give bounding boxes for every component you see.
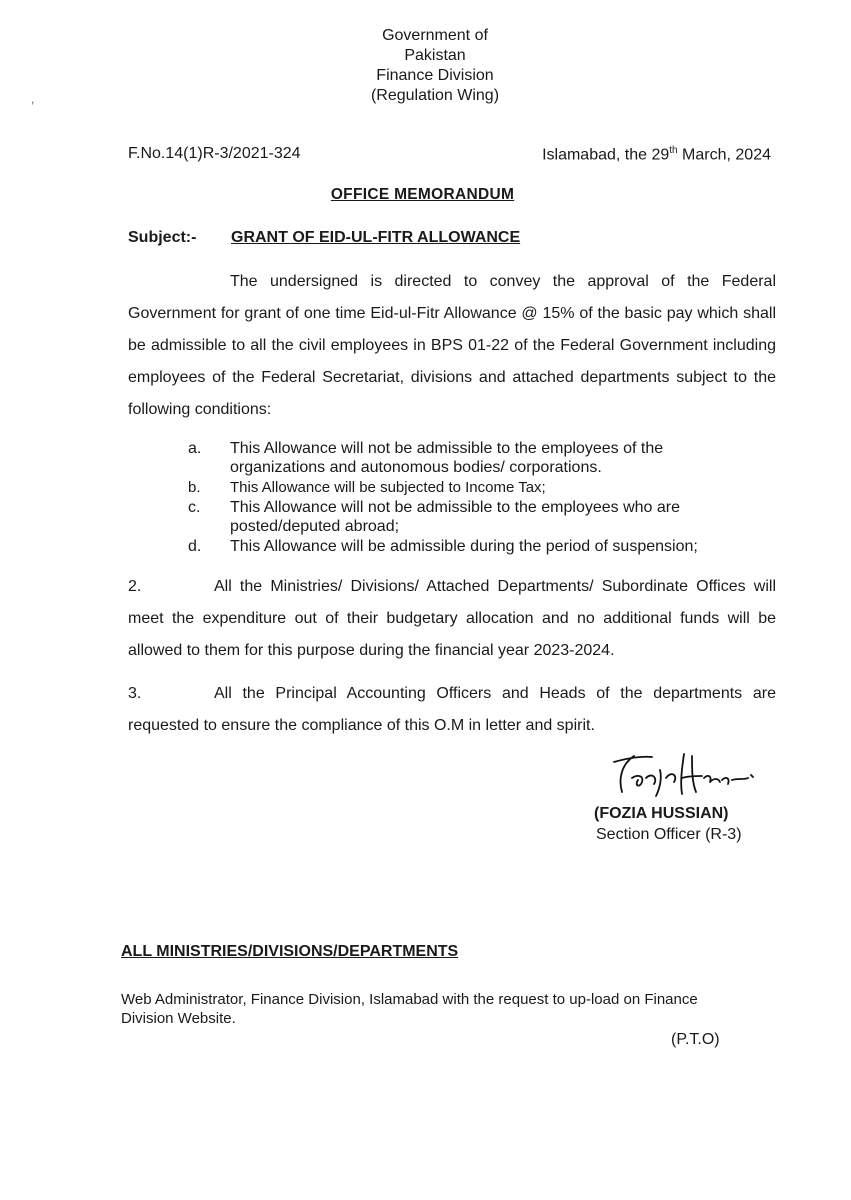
condition-letter: b. (188, 479, 201, 496)
letterhead (0, 26, 851, 106)
letterhead-line-country: Pakistan (404, 47, 466, 64)
signatory-name: (FOZIA HUSSIAN) (594, 805, 729, 822)
memo-title: OFFICE MEMORANDUM (330, 186, 515, 203)
subject-label: Subject:- (128, 229, 197, 246)
condition-letter: c. (188, 499, 201, 516)
condition-text: This Allowance will not be admissible to the employees of the organizations and autonomous bodies/ corporations. (230, 440, 664, 476)
condition-letter: d. (188, 538, 202, 555)
date-suffix: March, 2024 (677, 146, 771, 164)
condition-text: This Allowance will not be admissible to the employees who are posted/deputed abroad; (230, 499, 681, 535)
condition-text: This Allowance will be admissible during the period of suspension; (230, 538, 698, 555)
distribution-heading: ALL MINISTRIES/DIVISIONS/DEPARTMENTS (121, 943, 459, 960)
condition-letter: a. (188, 440, 202, 457)
date-prefix: Islamabad, the 29 (542, 146, 670, 164)
memo-date (542, 145, 771, 164)
paragraph-2 (128, 571, 776, 667)
paragraph-number: 3. (128, 685, 142, 702)
please-turn-over: (P.T.O) (671, 1031, 720, 1048)
letterhead-line-government: Government of (382, 27, 488, 44)
paragraph-text: All the Ministries/ Divisions/ Attached Departments/ Subordinate Offices will meet the expenditure out of their budgetary allocation and no additional funds will be allowed to them for this purpose during the financial year 2023-2024. (128, 578, 776, 659)
handwritten-signature (608, 748, 758, 804)
condition-text: This Allowance will be subjected to Income Tax; (230, 479, 546, 496)
signatory-designation: Section Officer (R-3) (596, 826, 742, 843)
subject-text: GRANT OF EID-UL-FITR ALLOWANCE (231, 229, 521, 246)
paragraph-approval: The undersigned is directed to convey the approval of the Federal Government for grant of one time Eid-ul-Fitr Allowance @ 15% of the basic pay which shall be admissible to all the civil employees in BPS 01-22 of the Federal Government including employees of the Federal Secretariat, divisions and attached departments subject to the following conditions: (128, 273, 776, 418)
paragraph-3 (128, 678, 776, 742)
paragraph-number: 2. (128, 578, 142, 595)
date-ordinal: th (669, 145, 678, 156)
stray-mark: , (31, 92, 35, 106)
letterhead-line-division: Finance Division (376, 67, 494, 84)
file-reference-number: F.No.14(1)R-3/2021-324 (128, 145, 301, 162)
paragraph-text: All the Principal Accounting Officers and Heads of the departments are requested to ensure the compliance of this O.M in letter and spirit. (128, 685, 776, 734)
copy-to-web-administrator: Web Administrator, Finance Division, Islamabad with the request to up-load on Finance Division Website. (121, 991, 698, 1027)
letterhead-line-wing: (Regulation Wing) (370, 87, 500, 104)
